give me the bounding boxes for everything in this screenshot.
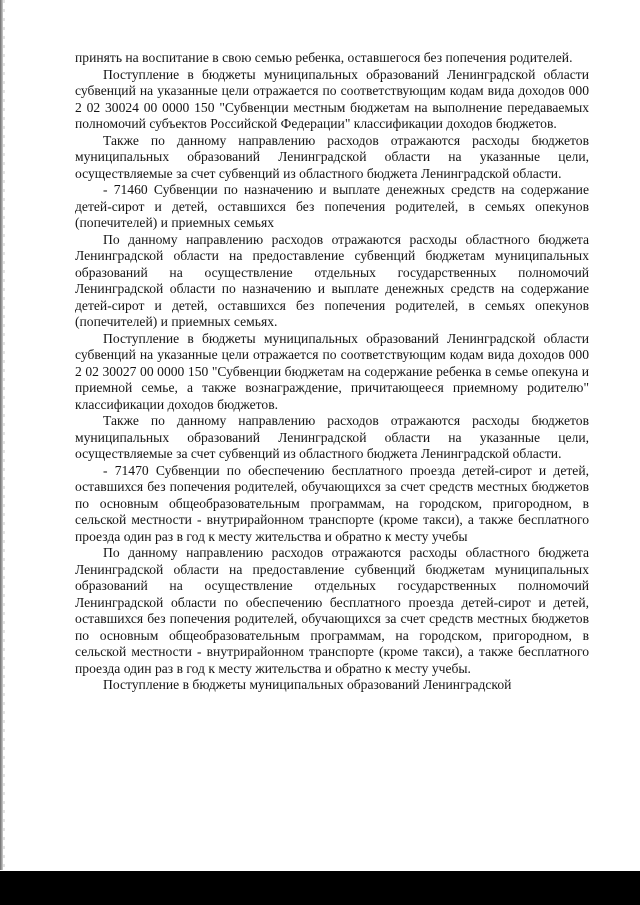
paragraph-item-71460: - 71460 Субвенции по назначению и выплате денежных средств на содержание детей-сирот и детей, оставшихся без попечения родителей, в семьях опекунов (попечителей) и приемных семьях bbox=[75, 182, 589, 230]
paragraph-regional-expenses-71470: По данному направлению расходов отражаются расходы областного бюджета Ленинградской области на предоставление субвенций бюджетам муниципальных образований на осуществление отдельных государственных полномочий Ленинградской области по обеспечению бесплатного проезда детей-сирот и детей, оставшихся без попечения родителей, обучающихся за счет средств местных бюджетов по основным общеобразовательным программам, на городском, пригородном, в сельской местности - внутрирайонном транспорте (кроме такси), а также бесплатного проезда один раз в год к месту жительства и обратно к месту учебы. bbox=[75, 545, 589, 676]
scan-bottom-border bbox=[0, 871, 640, 905]
paragraph-continuation: принять на воспитание в свою семью ребенка, оставшегося без попечения родителей. bbox=[75, 50, 573, 65]
paragraph-revenue-30027: Поступление в бюджеты муниципальных образований Ленинградской области субвенций на указанные цели отражается по соответствующим кодам вида доходов 000 2 02 30027 00 0000 150 "Субвенции бюджетам на содержание ребенка в семье опекуна и приемной семье, а также вознаграждение, причитающееся приемному родителю" классификации доходов бюджетов. bbox=[75, 330, 589, 412]
paragraph-revenue-30024: Поступление в бюджеты муниципальных образований Ленинградской области субвенций на указанные цели отражается по соответствующим кодам вида доходов 000 2 02 30024 00 0000 150 "Субвенции местным бюджетам на выполнение передаваемых полномочий субъектов Российской Федерации" классификации доходов бюджетов. bbox=[75, 66, 589, 131]
paragraph-item-71470: - 71470 Субвенции по обеспечению бесплатного проезда детей-сирот и детей, оставшихся без попечения родителей, обучающихся за счет средств местных бюджетов по основным общеобразовательным программам, на городском, пригородном, в сельской местности - внутрирайонном транспорте (кроме такси), а также бесплатного проезда один раз в год к месту жительства и обратно к месту учебы bbox=[75, 462, 589, 544]
paragraph-municipal-expenses-1: Также по данному направлению расходов отражаются расходы бюджетов муниципальных образований Ленинградской области на указанные цели, осуществляемые за счет субвенций из областного бюджета Ленинградской области. bbox=[75, 132, 589, 181]
paragraph-regional-expenses-71460: По данному направлению расходов отражаются расходы областного бюджета Ленинградской области на предоставление субвенций бюджетам муниципальных образований на осуществление отдельных государственных полномочий Ленинградской области по назначению и выплате денежных средств на содержание детей-сирот и детей, оставшихся без попечения родителей, в семьях опекунов (попечителей) и приемных семьях. bbox=[75, 231, 589, 329]
document-body bbox=[75, 50, 589, 694]
paragraph-revenue-start: Поступление в бюджеты муниципальных образований Ленинградской bbox=[103, 677, 512, 692]
paragraph-municipal-expenses-2: Также по данному направлению расходов отражаются расходы бюджетов муниципальных образований Ленинградской области на указанные цели, осуществляемые за счет субвенций из областного бюджета Ленинградской области. bbox=[75, 413, 589, 461]
scan-edge-noise bbox=[3, 0, 5, 870]
